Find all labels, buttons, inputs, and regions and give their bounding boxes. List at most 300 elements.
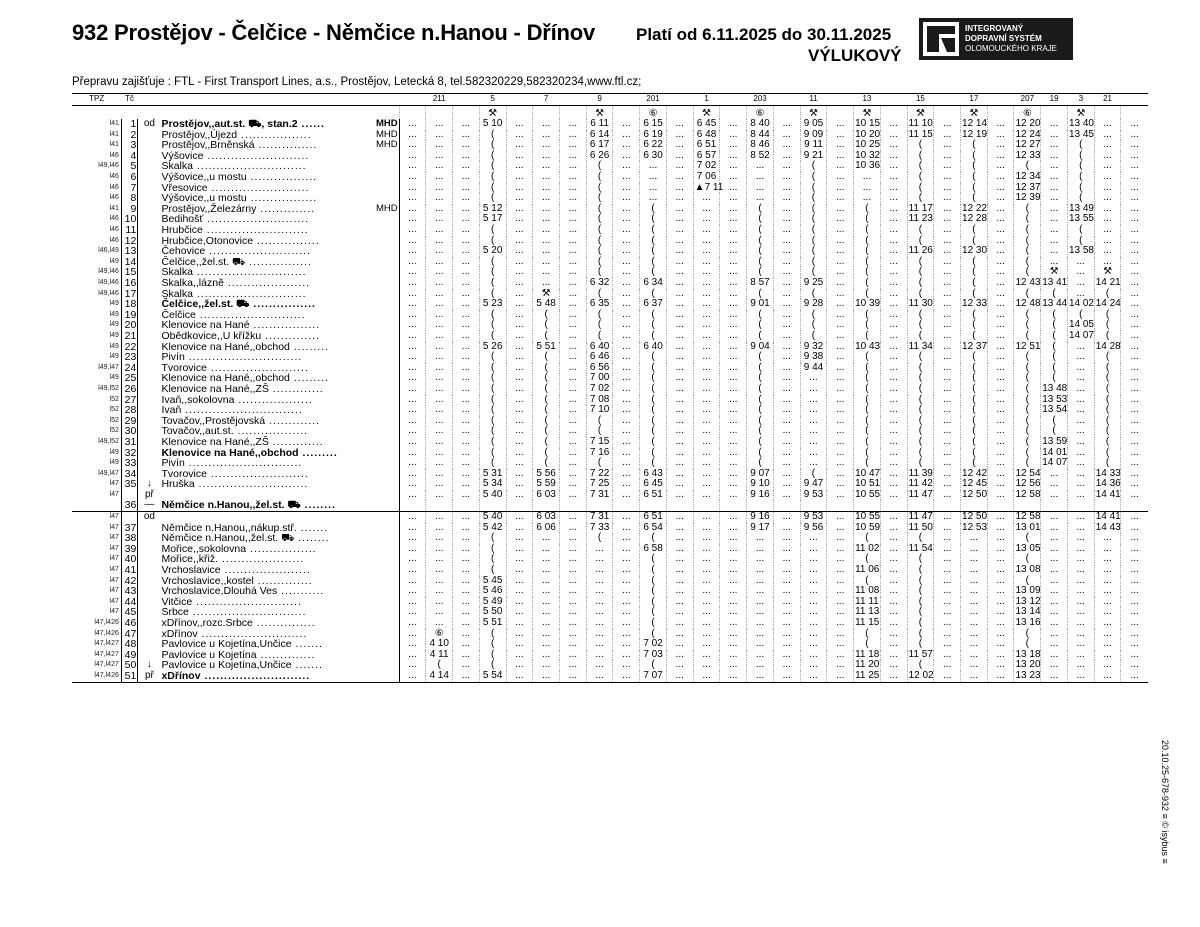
- trip-number: 5: [479, 94, 506, 106]
- stop-number: 25: [121, 373, 137, 384]
- departure-time: ...: [533, 597, 560, 608]
- departure-time: ...: [453, 119, 480, 130]
- departure-time: ...: [426, 405, 453, 416]
- tariff-zone: l49,l52: [98, 384, 119, 392]
- departure-time: ...: [506, 246, 533, 257]
- departure-time: ...: [720, 533, 747, 544]
- station-name-text: Pivín: [161, 457, 185, 470]
- departure-time: ...: [506, 405, 533, 416]
- station-name-text: Klenovice na Hané,,ZŠ: [161, 435, 269, 448]
- departure-time: (: [961, 352, 988, 363]
- leader-dots: .....................: [223, 277, 311, 289]
- departure-time: ...: [693, 533, 720, 544]
- trip-symbol: [613, 105, 640, 119]
- departure-time: ...: [1041, 618, 1068, 629]
- departure-time: ...: [506, 299, 533, 310]
- leader-dots: .........: [289, 372, 330, 385]
- departure-time: 12 19: [962, 128, 988, 140]
- departure-time: (: [1094, 448, 1121, 459]
- departure-time: ...: [773, 363, 800, 374]
- arr-dep-marker: [138, 597, 161, 608]
- departure-time: (: [640, 225, 667, 236]
- departure-time: ⚒: [533, 289, 560, 300]
- departure-time: ...: [773, 586, 800, 597]
- departure-time: ...: [613, 257, 640, 268]
- departure-time: ...: [987, 310, 1014, 321]
- arr-dep-marker: [138, 278, 161, 289]
- departure-time: ...: [586, 660, 613, 671]
- leader-dots: .................: [246, 171, 318, 184]
- departure-time: ...: [1067, 650, 1094, 661]
- departure-time: ...: [453, 629, 480, 640]
- arr-dep-marker: od: [143, 118, 155, 130]
- departure-time: ...: [613, 342, 640, 353]
- departure-time: ...: [773, 119, 800, 130]
- departure-time: ...: [747, 576, 774, 587]
- departure-time: (: [1094, 352, 1121, 363]
- departure-time: ...: [426, 512, 453, 523]
- departure-time: ...: [560, 352, 587, 363]
- departure-time: ...: [720, 204, 747, 215]
- stop-number: 45: [121, 607, 137, 618]
- departure-time: ...: [666, 331, 693, 342]
- departure-time: (: [961, 426, 988, 437]
- station-name-text: Pivín: [161, 351, 185, 364]
- departure-time: 5 40: [479, 512, 506, 523]
- trip-number: 203: [747, 94, 774, 106]
- leader-dots: ...........................: [192, 595, 302, 608]
- departure-time: 9 44: [800, 363, 827, 374]
- departure-time: ...: [613, 183, 640, 194]
- departure-time: ...: [693, 246, 720, 257]
- departure-time: ...: [880, 405, 907, 416]
- trip-number: 13: [854, 94, 881, 106]
- departure-time: ...: [1041, 607, 1068, 618]
- departure-time: (: [961, 437, 988, 448]
- stop-number: 32: [121, 448, 137, 459]
- arr-dep-marker: [138, 426, 161, 437]
- departure-time: ...: [426, 299, 453, 310]
- departure-time: ...: [880, 320, 907, 331]
- logo-line-2: DOPRAVNÍ SYSTÉM: [965, 34, 1042, 43]
- departure-time: (: [907, 660, 934, 671]
- departure-time: (: [747, 214, 774, 225]
- departure-time: 10 51: [855, 478, 881, 490]
- departure-time: (: [1094, 331, 1121, 342]
- departure-time: ...: [1094, 257, 1121, 268]
- departure-time: ...: [613, 479, 640, 490]
- departure-time: ...: [773, 204, 800, 215]
- departure-time: [640, 500, 667, 511]
- departure-time: ...: [1041, 257, 1068, 268]
- departure-time: 14 41: [1095, 488, 1121, 500]
- departure-time: ...: [1067, 342, 1094, 353]
- departure-time: 10 15: [855, 118, 881, 130]
- departure-time: 13 05: [1015, 542, 1041, 554]
- leader-dots: ...............: [254, 139, 318, 152]
- departure-time: (: [586, 193, 613, 204]
- station-name-text: Bedihošť: [161, 213, 204, 226]
- departure-time: ...: [987, 523, 1014, 534]
- departure-time: ...: [693, 331, 720, 342]
- departure-time: ...: [399, 671, 426, 682]
- departure-time: ...: [773, 278, 800, 289]
- departure-time: ...: [1121, 639, 1148, 650]
- departure-time: ...: [987, 363, 1014, 374]
- departure-time: ...: [961, 607, 988, 618]
- station-name-text: Němčice n.Hanou,,žel.st. ⛟: [161, 499, 301, 512]
- departure-time: ...: [453, 469, 480, 480]
- departure-time: ...: [720, 257, 747, 268]
- departure-time: 7 10: [586, 405, 613, 416]
- departure-time: ...: [1041, 544, 1068, 555]
- tariff-zone: l46: [109, 215, 119, 223]
- departure-time: ...: [506, 161, 533, 172]
- departure-time: ...: [747, 193, 774, 204]
- departure-time: ...: [1041, 629, 1068, 640]
- trip-number: 21: [1094, 94, 1121, 106]
- departure-time: ...: [880, 565, 907, 576]
- departure-time: 11 18: [855, 648, 880, 660]
- departure-time: ...: [613, 384, 640, 395]
- departure-time: ...: [987, 469, 1014, 480]
- leader-dots: .....................: [218, 553, 305, 566]
- leader-dots: ...........................: [197, 627, 308, 640]
- departure-time: ...: [506, 618, 533, 629]
- departure-time: ...: [453, 384, 480, 395]
- departure-time: ...: [987, 214, 1014, 225]
- departure-time: (: [586, 310, 613, 321]
- departure-time: (: [479, 458, 506, 469]
- departure-time: ...: [773, 629, 800, 640]
- trip-number: 3: [1067, 94, 1094, 106]
- departure-time: ...: [533, 236, 560, 247]
- departure-time: ...: [1041, 469, 1068, 480]
- departure-time: ...: [560, 523, 587, 534]
- departure-time: ...: [666, 183, 693, 194]
- departure-time: (: [586, 236, 613, 247]
- departure-time: 10 47: [855, 467, 881, 479]
- departure-time: ...: [506, 523, 533, 534]
- departure-time: ...: [961, 565, 988, 576]
- departure-time: 5 54: [479, 671, 506, 682]
- departure-time: 10 36: [855, 160, 881, 172]
- departure-time: ...: [773, 660, 800, 671]
- trip-number: [666, 94, 693, 106]
- departure-time: ...: [506, 214, 533, 225]
- departure-time: ...: [453, 331, 480, 342]
- departure-time: ...: [666, 448, 693, 459]
- departure-time: ⚒: [1041, 267, 1068, 278]
- departure-time: ...: [399, 639, 426, 650]
- departure-time: ...: [1041, 554, 1068, 565]
- departure-time: ...: [773, 576, 800, 587]
- departure-time: (: [961, 257, 988, 268]
- leader-dots: ......: [297, 118, 326, 131]
- departure-time: ...: [1121, 384, 1148, 395]
- departure-time: (: [1014, 533, 1041, 544]
- leader-dots: ........: [300, 499, 336, 512]
- departure-time: ...: [720, 363, 747, 374]
- timetable-body: [72, 105, 1148, 682]
- departure-time: ...: [453, 405, 480, 416]
- departure-time: ...: [426, 576, 453, 587]
- stop-number: 50: [121, 660, 137, 671]
- departure-time: ...: [666, 565, 693, 576]
- departure-time: ...: [453, 523, 480, 534]
- departure-time: ...: [693, 618, 720, 629]
- departure-time: ...: [1094, 586, 1121, 597]
- arr-dep-marker: [138, 523, 161, 534]
- departure-time: ...: [961, 586, 988, 597]
- departure-time: 12 54: [1015, 467, 1041, 479]
- departure-time: ...: [827, 331, 854, 342]
- leader-dots: .................: [246, 192, 318, 205]
- station-note: MHD: [375, 118, 398, 130]
- departure-time: ...: [586, 650, 613, 661]
- departure-time: 11 34: [908, 340, 933, 352]
- departure-time: ...: [1067, 405, 1094, 416]
- departure-time: (: [1041, 363, 1068, 374]
- tariff-zone: l47,l426: [94, 629, 119, 637]
- departure-time: ...: [453, 586, 480, 597]
- departure-time: ...: [453, 544, 480, 555]
- departure-time: (: [640, 448, 667, 459]
- departure-time: ...: [693, 342, 720, 353]
- departure-time: ...: [506, 119, 533, 130]
- departure-time: ...: [1121, 395, 1148, 406]
- departure-time: ...: [1041, 130, 1068, 141]
- departure-time: ...: [773, 352, 800, 363]
- departure-time: ...: [827, 629, 854, 640]
- station-name-text: xDřínov,,rozc.Srbce: [161, 617, 253, 629]
- departure-time: ...: [693, 565, 720, 576]
- departure-time: ...: [1121, 469, 1148, 480]
- departure-time: 14 07: [1068, 329, 1094, 341]
- station-name-text: Výšovice: [161, 149, 204, 162]
- departure-time: ...: [560, 161, 587, 172]
- departure-time: (: [907, 586, 934, 597]
- arr-dep-marker: [138, 363, 161, 374]
- departure-time: ...: [426, 469, 453, 480]
- departure-time: 6 30: [640, 151, 667, 162]
- departure-time: 12 58: [1015, 511, 1041, 523]
- stop-number: 10: [121, 214, 137, 225]
- departure-time: ...: [800, 565, 827, 576]
- station-name: [160, 500, 399, 511]
- tariff-zone: l52: [109, 427, 119, 435]
- departure-time: 11 39: [908, 467, 933, 479]
- departure-time: ...: [560, 225, 587, 236]
- departure-time: 12 39: [1015, 192, 1041, 204]
- departure-time: ...: [827, 161, 854, 172]
- departure-time: ...: [827, 140, 854, 151]
- departure-time: ...: [827, 151, 854, 162]
- stop-number: 38: [121, 533, 137, 544]
- leader-dots: .......: [291, 659, 323, 672]
- departure-time: ...: [426, 289, 453, 300]
- departure-time: ...: [426, 618, 453, 629]
- trip-number-row: [72, 94, 1148, 106]
- departure-time: ...: [426, 479, 453, 490]
- departure-time: 9 16: [747, 512, 774, 523]
- departure-time: ...: [827, 278, 854, 289]
- departure-time: ...: [880, 183, 907, 194]
- arr-dep-marker: [138, 533, 161, 544]
- trip-symbol: ⚒: [961, 105, 988, 119]
- departure-time: ...: [426, 161, 453, 172]
- departure-time: ...: [800, 650, 827, 661]
- departure-time: ...: [506, 373, 533, 384]
- departure-time: ...: [880, 342, 907, 353]
- station-name-text: Čelčice,,žel.st. ⛟: [161, 298, 250, 311]
- station-name-text: Srbce: [161, 606, 189, 619]
- departure-time: 11 02: [855, 542, 880, 554]
- departure-time: ...: [773, 130, 800, 141]
- departure-time: ...: [987, 320, 1014, 331]
- trip-symbol: [934, 105, 961, 119]
- departure-time: (: [586, 331, 613, 342]
- leader-dots: ..........................: [203, 149, 310, 162]
- departure-time: 6 22: [640, 140, 667, 151]
- departure-time: ...: [533, 151, 560, 162]
- departure-time: ...: [666, 119, 693, 130]
- station-name-text: Prostějov,,aut.st. ⛟, stan.2: [161, 118, 298, 131]
- stop-number: 34: [121, 469, 137, 480]
- departure-time: (: [907, 618, 934, 629]
- departure-time: ...: [613, 161, 640, 172]
- departure-time: (: [479, 278, 506, 289]
- departure-time: ...: [453, 479, 480, 490]
- arr-dep-marker: [138, 342, 161, 353]
- departure-time: ...: [399, 607, 426, 618]
- departure-time: ...: [533, 161, 560, 172]
- departure-time: (: [800, 267, 827, 278]
- departure-time: 9 53: [800, 512, 827, 523]
- departure-time: 10 32: [855, 149, 881, 161]
- departure-time: ...: [854, 183, 881, 194]
- departure-time: ...: [666, 544, 693, 555]
- departure-time: ...: [1121, 140, 1148, 151]
- departure-time: ...: [880, 257, 907, 268]
- departure-time: (: [747, 236, 774, 247]
- departure-time: ...: [613, 458, 640, 469]
- departure-time: ...: [666, 629, 693, 640]
- arr-dep-marker: [138, 639, 161, 650]
- station-name-text: Skalka: [161, 287, 193, 300]
- departure-time: ...: [773, 140, 800, 151]
- tariff-zone: l49,l46: [98, 289, 119, 297]
- departure-time: ...: [987, 639, 1014, 650]
- departure-time: ...: [987, 140, 1014, 151]
- departure-time: ...: [560, 204, 587, 215]
- departure-time: ...: [1121, 607, 1148, 618]
- departure-time: ...: [586, 618, 613, 629]
- departure-time: ...: [720, 479, 747, 490]
- departure-time: ...: [1094, 246, 1121, 257]
- departure-time: ...: [399, 384, 426, 395]
- departure-time: ...: [800, 660, 827, 671]
- departure-time: ...: [880, 289, 907, 300]
- departure-time: ...: [613, 172, 640, 183]
- departure-time: (: [747, 204, 774, 215]
- departure-time: ...: [693, 479, 720, 490]
- departure-time: ...: [1067, 426, 1094, 437]
- departure-time: ...: [720, 289, 747, 300]
- departure-time: (: [586, 246, 613, 257]
- departure-time: 4 10: [426, 639, 453, 650]
- stop-number: 47: [121, 629, 137, 640]
- departure-time: ...: [453, 363, 480, 374]
- arr-dep-marker: [138, 151, 161, 162]
- departure-time: ...: [453, 204, 480, 215]
- departure-time: (: [961, 384, 988, 395]
- departure-time: ...: [453, 236, 480, 247]
- departure-time: (: [961, 363, 988, 374]
- departure-time: ...: [1067, 576, 1094, 587]
- departure-time: 10 43: [855, 340, 881, 352]
- departure-time: 10 55: [855, 488, 881, 500]
- departure-time: ...: [693, 523, 720, 534]
- stop-number: 2: [121, 130, 137, 141]
- station-name-text: Čelčice,,žel.st. ⛟: [161, 255, 246, 268]
- departure-time: ...: [827, 405, 854, 416]
- departure-time: ⑥: [426, 629, 453, 640]
- departure-time: ...: [533, 554, 560, 565]
- departure-time: ...: [399, 352, 426, 363]
- departure-time: ...: [854, 172, 881, 183]
- departure-time: 6 06: [533, 523, 560, 534]
- col-tpz-header: TPZ: [72, 94, 121, 106]
- departure-time: ...: [693, 257, 720, 268]
- departure-time: (: [854, 267, 881, 278]
- trip-number: [934, 94, 961, 106]
- departure-time: 9 56: [800, 523, 827, 534]
- station-name-text: xDřínov: [161, 669, 201, 682]
- departure-time: ...: [613, 352, 640, 363]
- departure-time: ...: [453, 342, 480, 353]
- departure-time: ...: [827, 490, 854, 501]
- departure-time: 14 07: [1042, 457, 1068, 469]
- departure-time: ...: [613, 289, 640, 300]
- departure-time: ...: [720, 299, 747, 310]
- col-station-header: [160, 94, 399, 106]
- departure-time: ...: [1094, 193, 1121, 204]
- stop-number: 18: [121, 299, 137, 310]
- departure-time: (: [586, 225, 613, 236]
- departure-time: ...: [720, 352, 747, 363]
- departure-time: ...: [961, 650, 988, 661]
- departure-time: ...: [560, 119, 587, 130]
- departure-time: ...: [773, 236, 800, 247]
- departure-time: ...: [773, 554, 800, 565]
- departure-time: ...: [934, 151, 961, 162]
- trip-symbol: ⚒: [693, 105, 720, 119]
- departure-time: ...: [961, 597, 988, 608]
- departure-time: ...: [987, 331, 1014, 342]
- departure-time: ...: [560, 607, 587, 618]
- departure-time: ...: [1094, 533, 1121, 544]
- departure-time: (: [479, 140, 506, 151]
- departure-time: 6 34: [640, 278, 667, 289]
- departure-time: 12 24: [1015, 128, 1041, 140]
- departure-time: ...: [1094, 639, 1121, 650]
- departure-time: 9 11: [800, 140, 827, 151]
- departure-time: (: [907, 363, 934, 374]
- departure-time: ...: [934, 363, 961, 374]
- departure-time: ...: [1121, 289, 1148, 300]
- station-name-text: Klenovice na Hané,,obchod: [161, 340, 290, 353]
